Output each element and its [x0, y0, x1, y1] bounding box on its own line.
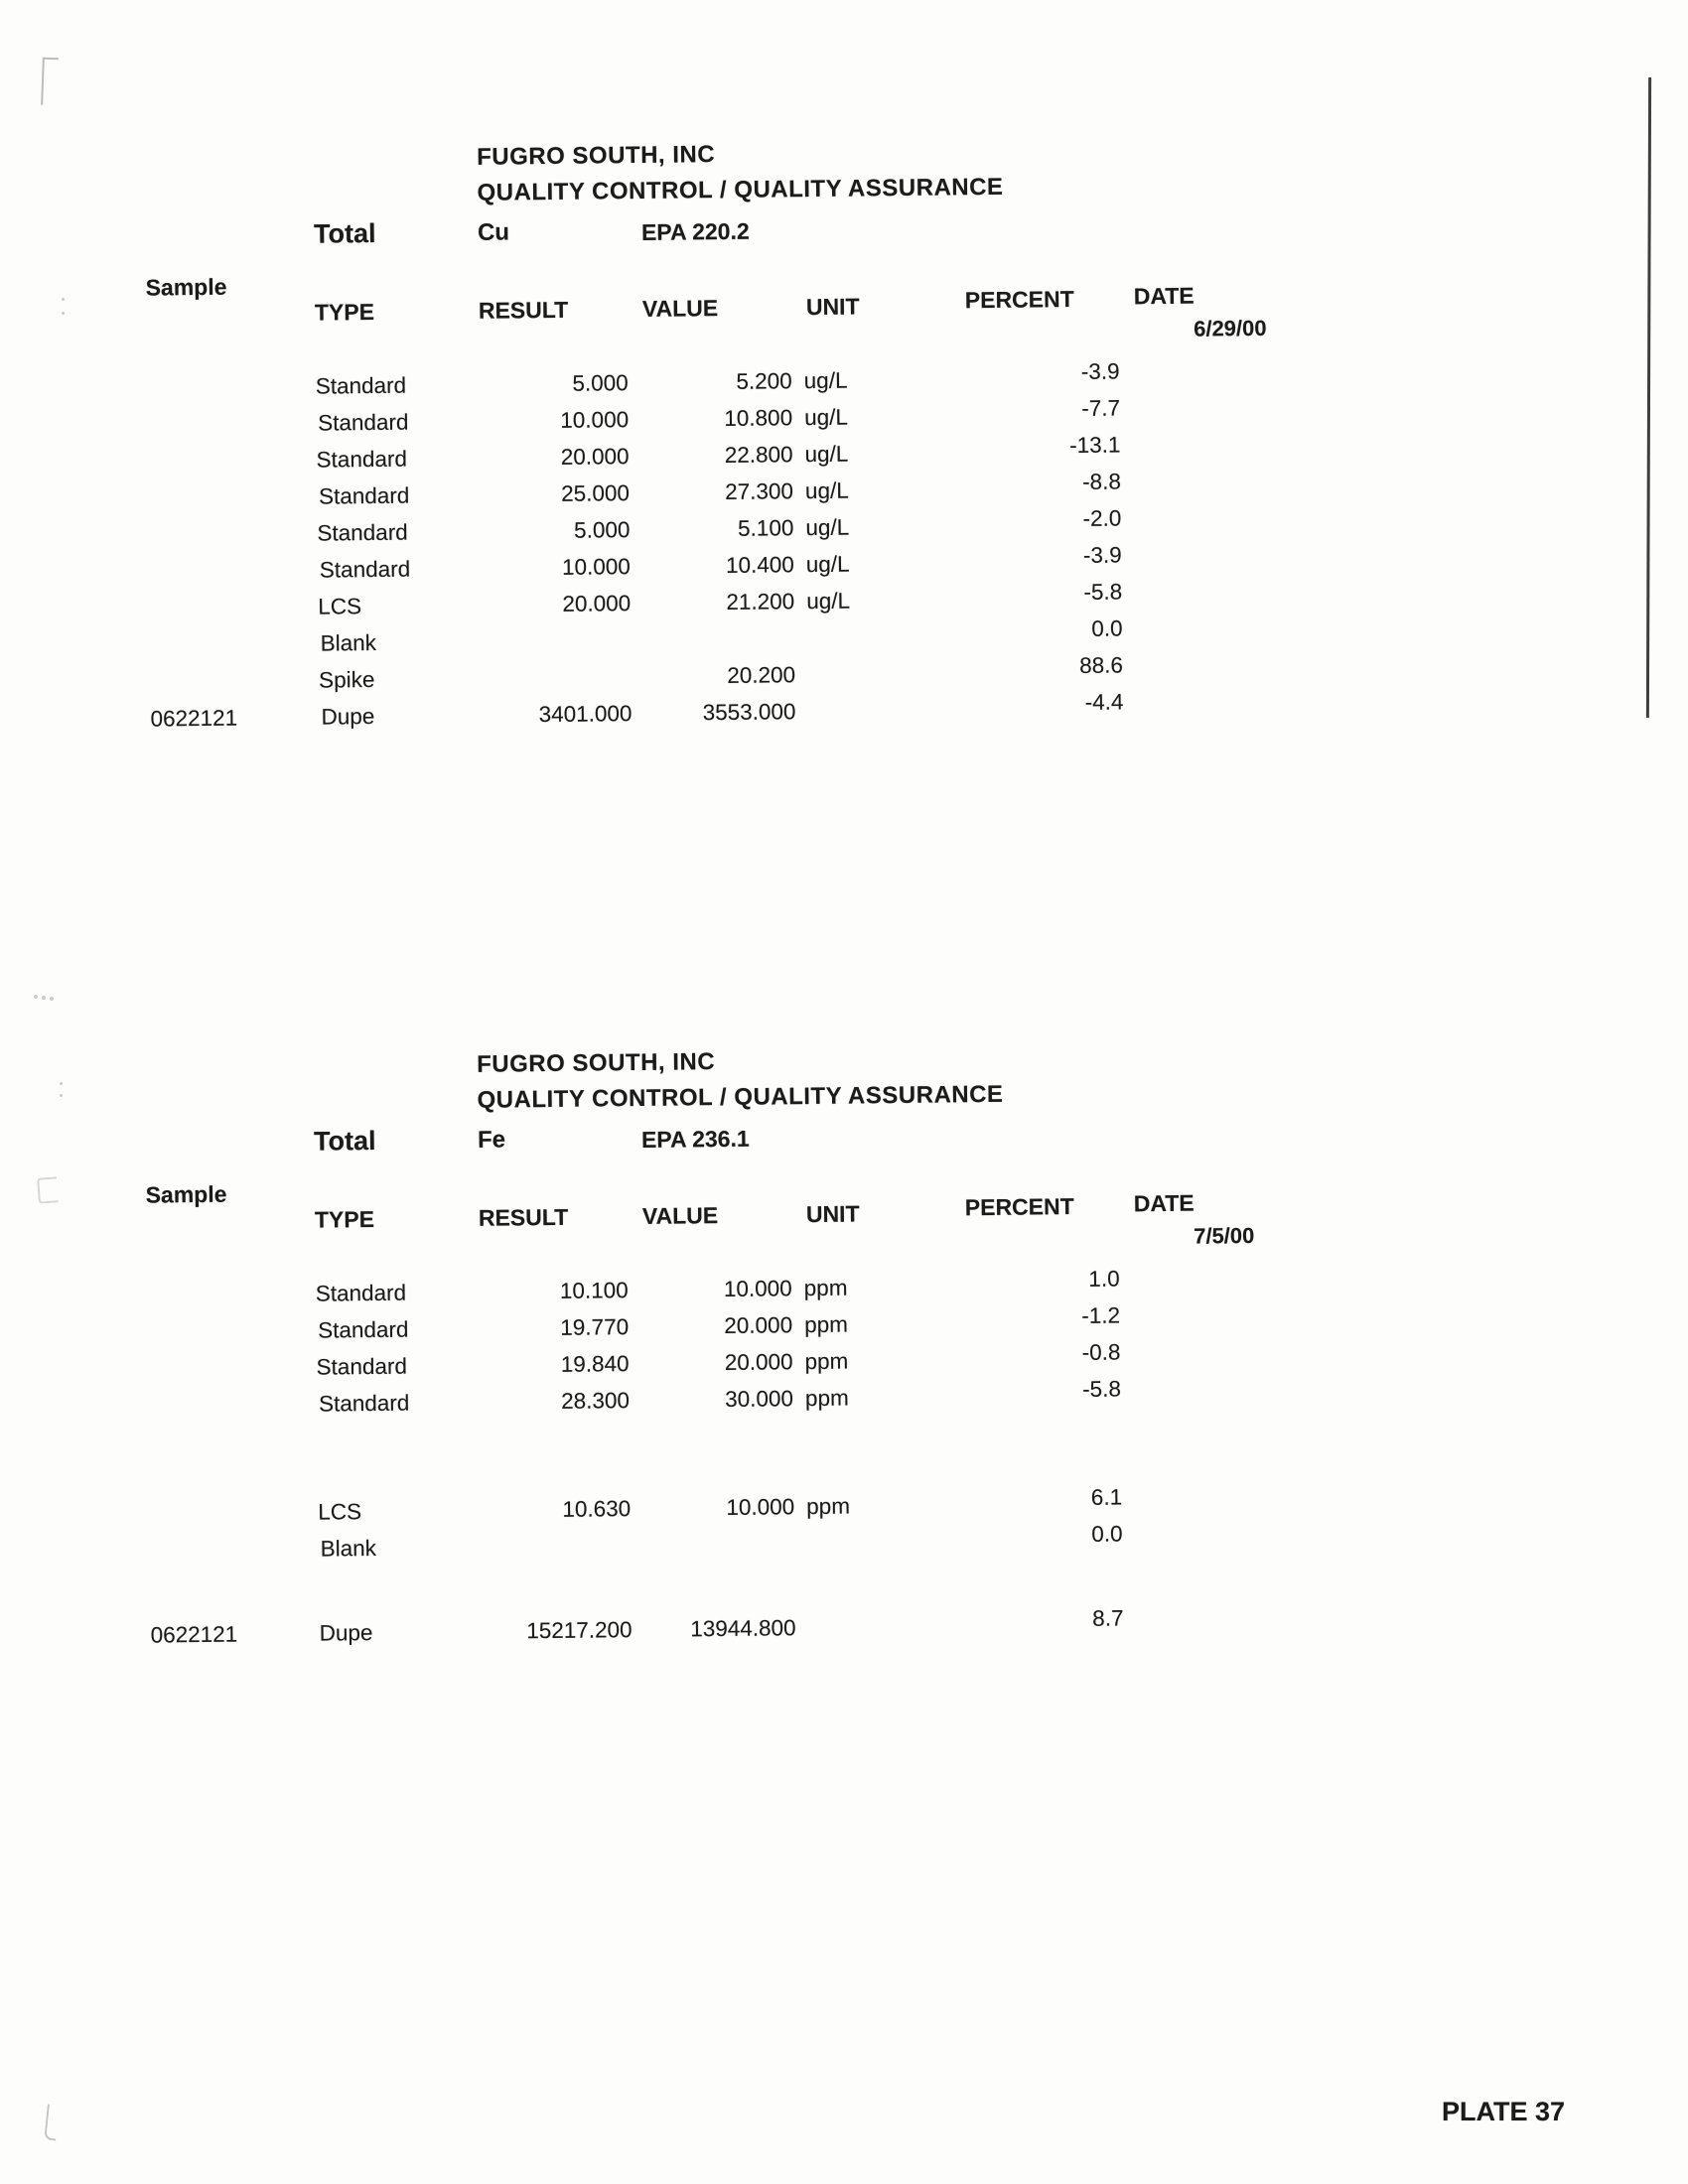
cell-percent: -7.7 [1081, 394, 1121, 421]
cell-value: 10.800 [724, 404, 793, 431]
cell-sample [148, 460, 317, 462]
cell-sample [150, 643, 319, 645]
cell-unit: ppm [806, 1493, 851, 1519]
cell-result: 10.000 [561, 553, 631, 580]
cell-result: 19.840 [560, 1350, 630, 1377]
cell-type: Standard [318, 482, 410, 509]
report-title: QUALITY CONTROL / QUALITY ASSURANCE [477, 173, 1004, 206]
cell-sample: 0622121 [150, 705, 238, 732]
cell-value: 5.200 [736, 367, 792, 394]
col-header-percent: PERCENT [964, 286, 1074, 314]
col-header-date: DATE [1133, 282, 1195, 310]
cell-value: 27.300 [725, 478, 794, 504]
report-date: 6/29/00 [1194, 315, 1267, 341]
cell-value: 10.000 [723, 1275, 792, 1301]
total-label: Total [313, 1125, 376, 1157]
epa-method: EPA 236.1 [640, 1125, 750, 1153]
cell-type: LCS [318, 1498, 362, 1525]
cell-type: LCS [318, 593, 362, 619]
cell-sample [148, 1404, 317, 1406]
cell-sample [147, 423, 316, 425]
col-header-percent: PERCENT [964, 1193, 1074, 1221]
cell-value [632, 638, 795, 640]
cell-value: 30.000 [725, 1385, 794, 1412]
cell-result: 19.770 [560, 1313, 630, 1340]
col-header-result: RESULT [478, 296, 569, 324]
cell-percent: -3.9 [1080, 357, 1120, 384]
col-header-date: DATE [1133, 1189, 1195, 1217]
analyte-symbol: Cu [477, 218, 510, 246]
cell-result: 20.000 [560, 443, 630, 470]
col-header-result: RESULT [478, 1203, 569, 1231]
cell-type: Standard [318, 1390, 410, 1417]
cell-type: Dupe [319, 1619, 373, 1646]
cell-percent: -5.8 [1083, 578, 1123, 605]
cell-result [483, 677, 632, 679]
cell-value: 10.000 [726, 1493, 795, 1520]
cell-unit [795, 673, 964, 675]
cell-type: Standard [315, 1280, 407, 1306]
cell-sample [148, 496, 317, 498]
cell-type: Blank [320, 1535, 377, 1562]
cell-type: Spike [318, 666, 375, 693]
cell-unit: ppm [804, 1385, 849, 1411]
cell-result: 3401.000 [538, 700, 633, 727]
cell-result: 25.000 [561, 479, 631, 506]
cell-type: Standard [315, 372, 407, 399]
qc-table-cu [0, 130, 1688, 844]
cell-percent: 88.6 [1079, 651, 1124, 678]
cell-result [483, 640, 632, 642]
cell-unit: ppm [804, 1348, 849, 1374]
cell-value: 21.200 [726, 588, 795, 614]
cell-unit [795, 1542, 964, 1544]
col-header-value: VALUE [641, 295, 719, 322]
cell-type: Standard [316, 1353, 408, 1380]
cell-sample [147, 1294, 316, 1296]
cell-result: 5.000 [572, 369, 629, 396]
cell-type: Standard [316, 446, 408, 473]
cell-result: 5.000 [573, 516, 631, 543]
cell-value: 3553.000 [702, 698, 796, 725]
cell-value: 20.000 [724, 1311, 793, 1338]
total-label: Total [313, 217, 376, 249]
qc-table-fe [0, 1037, 1688, 1751]
cell-value: 20.000 [724, 1348, 793, 1375]
cell-percent: -8.8 [1081, 468, 1122, 494]
cell-percent: 0.0 [1091, 1520, 1123, 1547]
cell-value: 20.200 [727, 661, 796, 688]
cell-unit: ug/L [803, 367, 848, 393]
cell-percent: 1.0 [1088, 1265, 1120, 1292]
cell-type: Standard [317, 519, 408, 546]
cell-sample [148, 1367, 317, 1369]
analyte-symbol: Fe [477, 1126, 506, 1154]
cell-type: Standard [318, 409, 409, 436]
cell-sample [150, 680, 319, 682]
cell-sample [149, 570, 318, 572]
cell-unit: ppm [803, 1275, 848, 1300]
scan-artifact [44, 2104, 60, 2140]
cell-sample [149, 607, 318, 609]
table-rows [3, 352, 1688, 739]
cell-result: 10.100 [559, 1277, 629, 1303]
sample-column-label: Sample [145, 1180, 227, 1208]
cell-type: Dupe [321, 703, 375, 730]
col-header-unit: UNIT [805, 293, 860, 321]
col-header-value: VALUE [641, 1202, 719, 1229]
cell-value [632, 1544, 795, 1546]
sample-column-label: Sample [145, 273, 227, 301]
cell-value: 13944.800 [690, 1614, 796, 1641]
cell-value: 22.800 [724, 441, 793, 468]
cell-result [483, 1546, 632, 1548]
cell-percent: 8.7 [1092, 1604, 1124, 1631]
cell-percent: 6.1 [1090, 1483, 1123, 1510]
cell-unit: ug/L [803, 404, 849, 430]
cell-unit: ug/L [805, 551, 850, 577]
cell-result: 28.300 [561, 1387, 631, 1414]
report-title: QUALITY CONTROL / QUALITY ASSURANCE [477, 1080, 1004, 1114]
col-header-type: TYPE [314, 299, 375, 326]
cell-sample [150, 1549, 319, 1551]
cell-percent: -3.9 [1082, 541, 1122, 568]
cell-percent: -5.8 [1081, 1375, 1122, 1402]
cell-value: 5.100 [737, 514, 794, 541]
cell-percent: -4.4 [1084, 688, 1124, 715]
cell-sample [147, 1330, 316, 1332]
cell-unit: ug/L [805, 514, 850, 540]
cell-percent: -13.1 [1069, 431, 1121, 458]
table-row [6, 1599, 1688, 1655]
col-header-unit: UNIT [805, 1200, 860, 1228]
cell-unit: ug/L [804, 478, 849, 503]
cell-percent: 0.0 [1091, 614, 1123, 641]
col-header-type: TYPE [314, 1206, 375, 1233]
report-date: 7/5/00 [1194, 1222, 1255, 1249]
cell-sample [148, 533, 317, 535]
scan-artifact [41, 58, 59, 106]
cell-percent: -0.8 [1081, 1338, 1121, 1365]
scan-artifact [34, 995, 38, 999]
cell-type: Standard [318, 1316, 409, 1343]
cell-sample: 0622121 [150, 1621, 238, 1648]
cell-value: 10.400 [725, 551, 794, 578]
cell-percent: -1.2 [1081, 1301, 1121, 1328]
cell-result: 20.000 [562, 590, 632, 616]
cell-unit [795, 710, 964, 712]
cell-unit [796, 1626, 965, 1628]
cell-result: 15217.200 [526, 1616, 633, 1643]
cell-result: 10.630 [562, 1495, 632, 1522]
company-name: FUGRO SOUTH, INC [476, 141, 716, 171]
cell-sample [147, 386, 316, 388]
cell-type: Blank [320, 629, 377, 656]
cell-unit [795, 636, 964, 638]
cell-result: 10.000 [560, 406, 630, 433]
table-rows [3, 1260, 1688, 1655]
plate-number: PLATE 37 [1442, 2097, 1566, 2126]
company-name: FUGRO SOUTH, INC [476, 1048, 716, 1078]
cell-unit: ug/L [806, 588, 851, 614]
epa-method: EPA 220.2 [640, 217, 750, 245]
cell-percent: -2.0 [1082, 504, 1122, 531]
cell-sample [149, 1512, 318, 1514]
cell-type: Standard [319, 556, 411, 583]
cell-unit: ppm [803, 1311, 849, 1337]
cell-unit: ug/L [804, 441, 849, 467]
